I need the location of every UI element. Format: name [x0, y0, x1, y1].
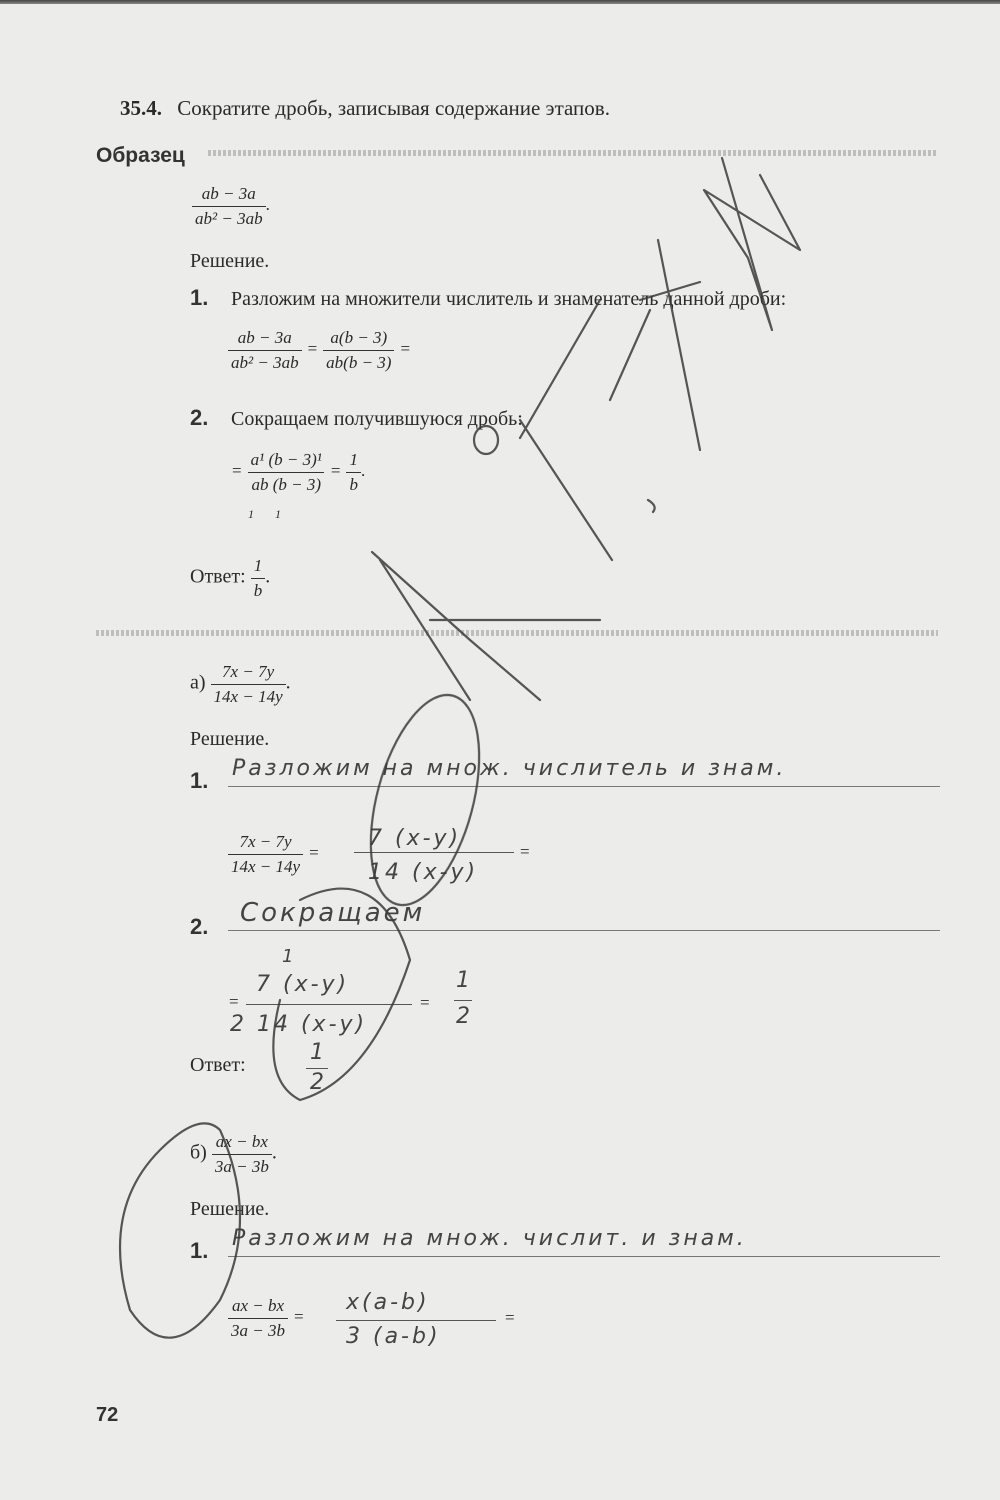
part-a-step2-number: 2. — [190, 914, 209, 939]
sample-step2-equation: = $\frac{\text{a¹ (b − 3)¹}}{ab (b - 3)}$ = $\frac{1}{b}$ . — [232, 450, 366, 494]
sample-bottom-divider — [96, 630, 938, 636]
part-a-step1-equation: $\frac{7x - 7y}{14x - 14y}$ = — [228, 832, 325, 876]
part-a-answer-num: 1 — [310, 1040, 327, 1065]
fraction-bar — [306, 1068, 328, 1069]
part-a-cancel-den: 2 14 (x-y) — [230, 1012, 368, 1037]
equals-sign: = — [229, 992, 239, 1011]
watermark-stroke — [610, 240, 700, 450]
sample-solution-label: Решение. — [190, 250, 270, 272]
page-number: 72 — [96, 1404, 119, 1426]
part-a-result-den: 2 — [456, 1004, 473, 1029]
equals-sign: = — [520, 842, 530, 861]
fraction-bar — [354, 852, 514, 853]
part-b-rhs-num: x(a-b) — [346, 1290, 430, 1315]
step-number: 2. — [190, 405, 209, 430]
task-header — [120, 96, 610, 121]
part-b-rhs-den: 3 (a-b) — [346, 1324, 441, 1349]
watermark-stroke — [520, 300, 655, 560]
part-a-answer-den: 2 — [310, 1070, 327, 1095]
page-top-edge — [0, 0, 1000, 4]
part-a-rhs-den: 14 (x-y) — [368, 860, 479, 885]
watermark-stroke — [372, 552, 600, 700]
answer-line — [228, 930, 940, 931]
sample-top-divider — [208, 150, 938, 156]
fraction: $\frac{ab - 3a}{\text{ab² − 3ab}}$ — [192, 184, 266, 228]
task-number: 35.4. — [120, 96, 162, 120]
part-b-step1-number: 1. — [190, 1238, 209, 1263]
step-text: Разложим на множители числитель и знаменатель данной дроби: — [231, 288, 787, 310]
fraction-bar — [246, 1004, 412, 1005]
part-b-problem: б) $\frac{ax - bx}{3a - 3b}$ . — [190, 1132, 277, 1176]
step-number: 1. — [190, 285, 209, 310]
part-a-step2-handwritten: Сокращаем — [240, 898, 426, 928]
part-a-step1-handwritten: Разложим на множ. числитель и знам. — [232, 756, 787, 781]
part-a-step1-number: 1. — [190, 768, 209, 793]
sample-fraction: $\frac{ab - 3a}{\text{ab² − 3ab}}$ . — [192, 184, 270, 228]
equals-sign: = — [505, 1308, 515, 1327]
cancel-mark: 1 — [282, 946, 297, 967]
part-b-step1-equation: $\frac{ax - bx}{3a - 3b}$ = — [228, 1296, 310, 1340]
part-a-solution-label: Решение. — [190, 728, 270, 750]
sample-step1 — [190, 285, 786, 311]
sample-step1-equation: $\frac{ab - 3a}{\text{ab² − 3ab}}$ = $\frac{a(b - 3)}{ab(b - 3)}$ = — [228, 328, 416, 372]
task-text: Сократите дробь, записывая содержание этапов. — [177, 96, 610, 120]
part-a-answer-label: Ответ: — [190, 1054, 246, 1076]
part-a-cancel-num: 7 (x-y) — [256, 972, 350, 997]
sample-step2 — [190, 405, 523, 431]
equals-sign: = — [420, 993, 430, 1012]
part-a-rhs-num: 7 (x-y) — [368, 826, 462, 851]
step-text: Сокращаем получившуюся дробь: — [231, 408, 523, 430]
part-a-result-num: 1 — [456, 968, 473, 993]
sample-answer: Ответ: $\frac{1}{b}$ . — [190, 556, 271, 600]
part-b-solution-label: Решение. — [190, 1198, 270, 1220]
answer-line — [228, 786, 940, 787]
part-a-problem: а) $\frac{7x - 7y}{14x - 14y}$ . — [190, 662, 291, 706]
fraction-bar — [336, 1320, 496, 1321]
answer-line — [228, 1256, 940, 1257]
part-b-step1-handwritten: Разложим на множ. числит. и знам. — [232, 1226, 747, 1251]
fraction-bar — [454, 1000, 472, 1001]
cancel-subscripts: 1 1 — [248, 507, 281, 521]
sample-label: Образец — [96, 144, 185, 167]
